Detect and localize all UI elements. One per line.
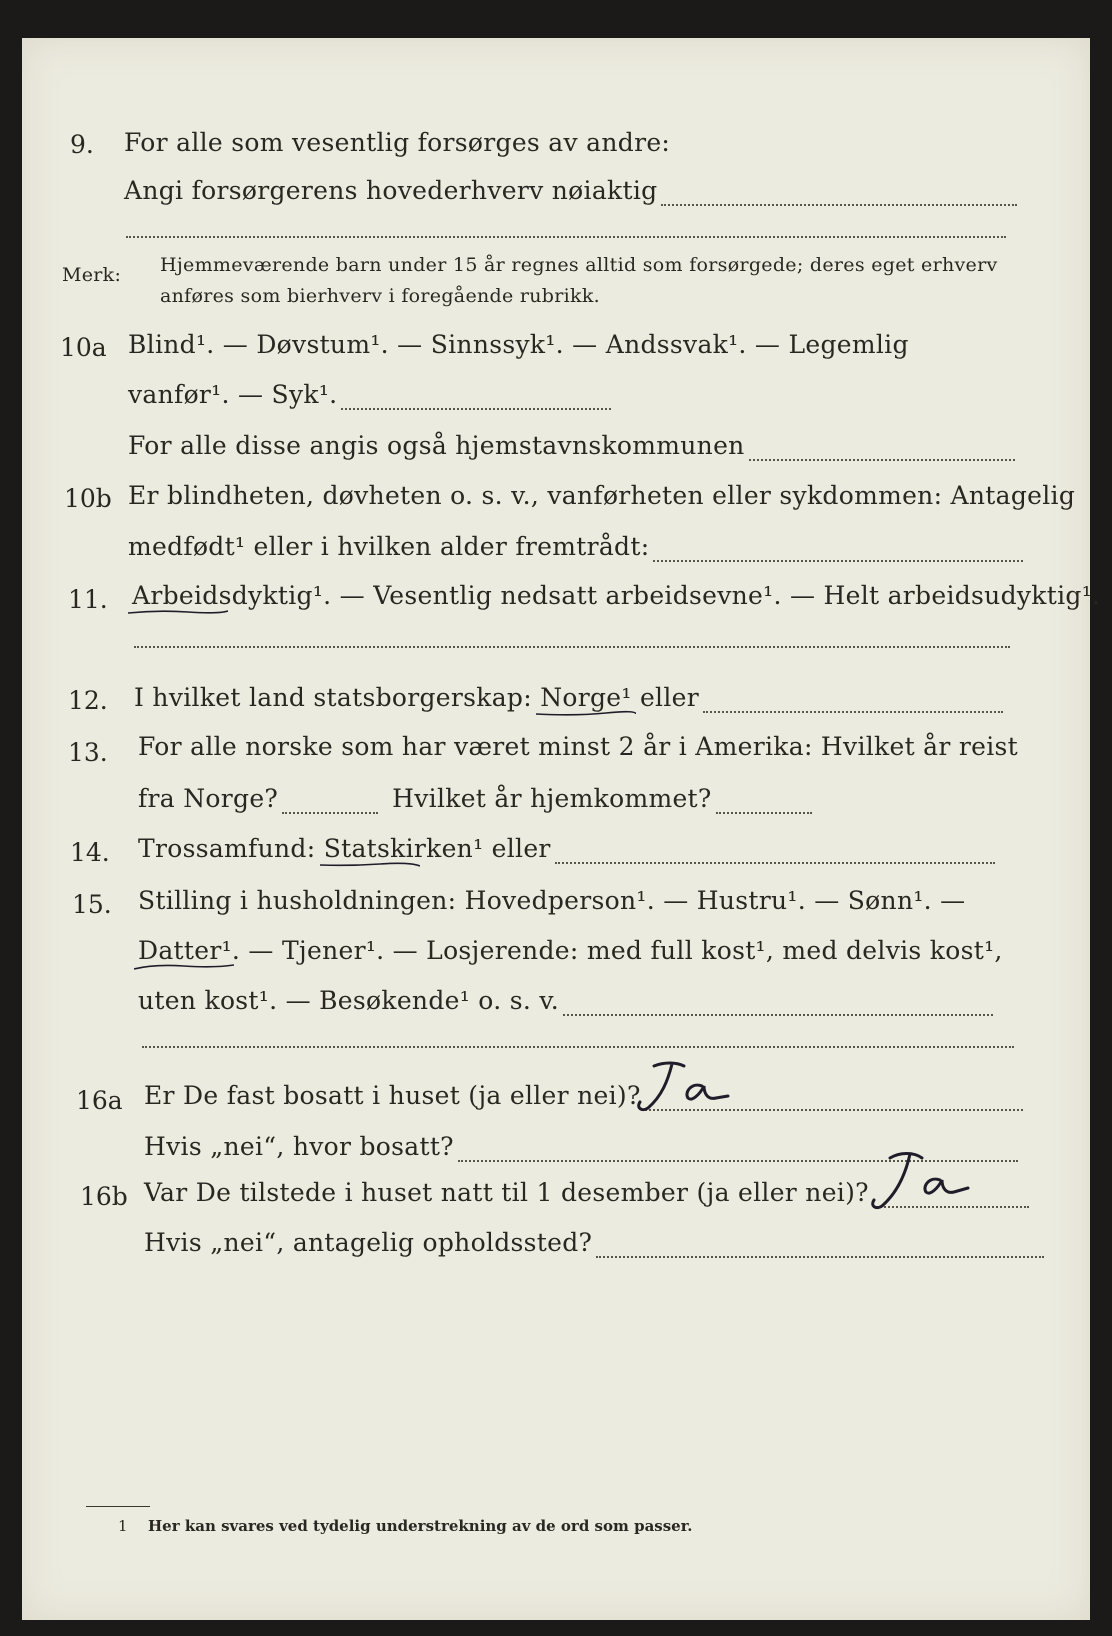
q15-extra-answer-line[interactable]	[142, 1046, 1014, 1048]
q10b-number: 10b	[64, 484, 112, 513]
q16a-line1	[144, 1081, 1023, 1111]
q9-answer-field[interactable]	[661, 186, 1017, 206]
q10a-line2-text: vanfør¹. — Syk¹.	[128, 380, 338, 409]
q15-line2	[138, 936, 1003, 966]
q15-answer-field[interactable]	[563, 996, 993, 1016]
q10a-hometown-field[interactable]	[749, 441, 1015, 461]
underline-mark	[536, 710, 636, 718]
q12-line	[134, 683, 1003, 713]
q12-number: 12.	[68, 686, 108, 715]
merk-line1: Hjemmeværende barn under 15 år regnes alltid som forsørgede; deres eget erhverv	[160, 254, 998, 276]
q15-line3-text: uten kost¹. — Besøkende¹ o. s. v.	[138, 986, 560, 1015]
census-form-page	[22, 38, 1101, 1620]
underline-mark	[128, 608, 228, 616]
q10b-line2-text: medfødt¹ eller i hvilken alder fremtrådt:	[128, 532, 650, 561]
q16a-line2-text: Hvis „nei“, hvor bosatt?	[144, 1132, 454, 1161]
q14-answer-field[interactable]	[555, 844, 995, 864]
footnote-rule	[86, 1506, 150, 1507]
q15-line3	[138, 986, 993, 1016]
merk-line2: anføres som bierhverv i foregående rubrikk.	[160, 285, 600, 307]
underline-mark	[134, 963, 234, 971]
q9-line2	[124, 176, 1017, 206]
q10b-answer-field[interactable]	[653, 542, 1023, 562]
q13-line2a: fra Norge?	[138, 784, 279, 813]
q16a-number: 16a	[76, 1086, 123, 1115]
q10a-number: 10a	[60, 333, 107, 362]
q9-line1: For alle som vesentlig forsørges av andre:	[124, 128, 671, 157]
q16b-line1-text: Var De tilstede i huset natt til 1 desember (ja eller nei)?	[144, 1178, 869, 1207]
q15-option-datter[interactable]	[138, 936, 240, 965]
q16b-line2	[144, 1228, 1044, 1258]
q13-line2	[138, 784, 812, 814]
merk-label: Merk:	[62, 264, 122, 286]
q11-option-text: Arbeidsdyktig¹.	[132, 581, 332, 610]
q16b-location-field[interactable]	[596, 1238, 1044, 1258]
q11-extra-answer-line[interactable]	[134, 646, 1010, 648]
q15-option-text: Datter¹.	[138, 936, 241, 965]
q16b-answer-ink	[864, 1148, 984, 1212]
q11-rest: — Vesentlig nedsatt arbeidsevne¹. — Helt arbeidsudyktig¹.	[331, 581, 1101, 610]
q9-number: 9.	[70, 130, 94, 159]
q16b-line2-text: Hvis „nei“, antagelig opholdssted?	[144, 1228, 593, 1257]
q10a-line3-text: For alle disse angis også hjemstavnskommunen	[128, 431, 745, 460]
q12-option-text: Norge¹	[540, 683, 632, 712]
q14-line	[138, 834, 995, 864]
q11-line	[132, 581, 1100, 611]
q13-year-returned-field[interactable]	[716, 794, 812, 814]
q10b-line2	[128, 532, 1023, 562]
q16b-number: 16b	[80, 1182, 128, 1211]
q12-option-norge[interactable]	[540, 683, 632, 712]
q11-number: 11.	[68, 585, 108, 614]
q16b-handwritten-answer	[864, 1148, 984, 1212]
footnote-text: Her kan svares ved tydelig understrekning av de ord som passer.	[148, 1517, 693, 1535]
q15-line1: Stilling i husholdningen: Hovedperson¹. — Hustru¹. — Sønn¹. —	[138, 886, 966, 915]
q10a-line3	[128, 431, 1015, 461]
q14-post: eller	[483, 834, 551, 863]
q10a-line2	[128, 380, 611, 410]
q16a-line1-text: Er De fast bosatt i huset (ja eller nei)?	[144, 1081, 641, 1110]
q12-pre: I hvilket land statsborgerskap:	[134, 683, 541, 712]
q14-pre: Trossamfund:	[138, 834, 324, 863]
q9-line2-text: Angi forsørgerens hovederhverv nøiaktig	[124, 176, 658, 205]
q12-post: eller	[631, 683, 699, 712]
q12-answer-field[interactable]	[703, 693, 1003, 713]
q13-line1: For alle norske som har været minst 2 år i Amerika: Hvilket år reist	[138, 732, 1019, 761]
q16a-answer-ink	[632, 1058, 752, 1112]
q14-option-text: Statskirken¹	[323, 834, 484, 863]
q9-extra-answer-line[interactable]	[126, 236, 1006, 238]
underline-mark	[320, 861, 420, 869]
q16a-handwritten-answer	[632, 1058, 752, 1112]
q11-option-arbeidsdyktig[interactable]	[132, 581, 331, 610]
footnote-mark: 1	[118, 1517, 128, 1535]
q15-line2-rest: — Tjener¹. — Losjerende: med full kost¹, med delvis kost¹,	[240, 936, 1003, 965]
q13-number: 13.	[68, 738, 108, 767]
q10a-line1: Blind¹. — Døvstum¹. — Sinnssyk¹. — Andssvak¹. — Legemlig	[128, 330, 909, 359]
q14-number: 14.	[70, 838, 110, 867]
q10a-answer-field[interactable]	[341, 390, 611, 410]
q14-option-statskirken[interactable]	[324, 834, 484, 863]
q13-year-left-field[interactable]	[282, 794, 378, 814]
q15-number: 15.	[72, 890, 112, 919]
q13-line2b: Hvilket år hjemkommet?	[392, 784, 712, 813]
q10b-line1: Er blindheten, døvheten o. s. v., vanførheten eller sykdommen: Antagelig	[128, 481, 1076, 510]
